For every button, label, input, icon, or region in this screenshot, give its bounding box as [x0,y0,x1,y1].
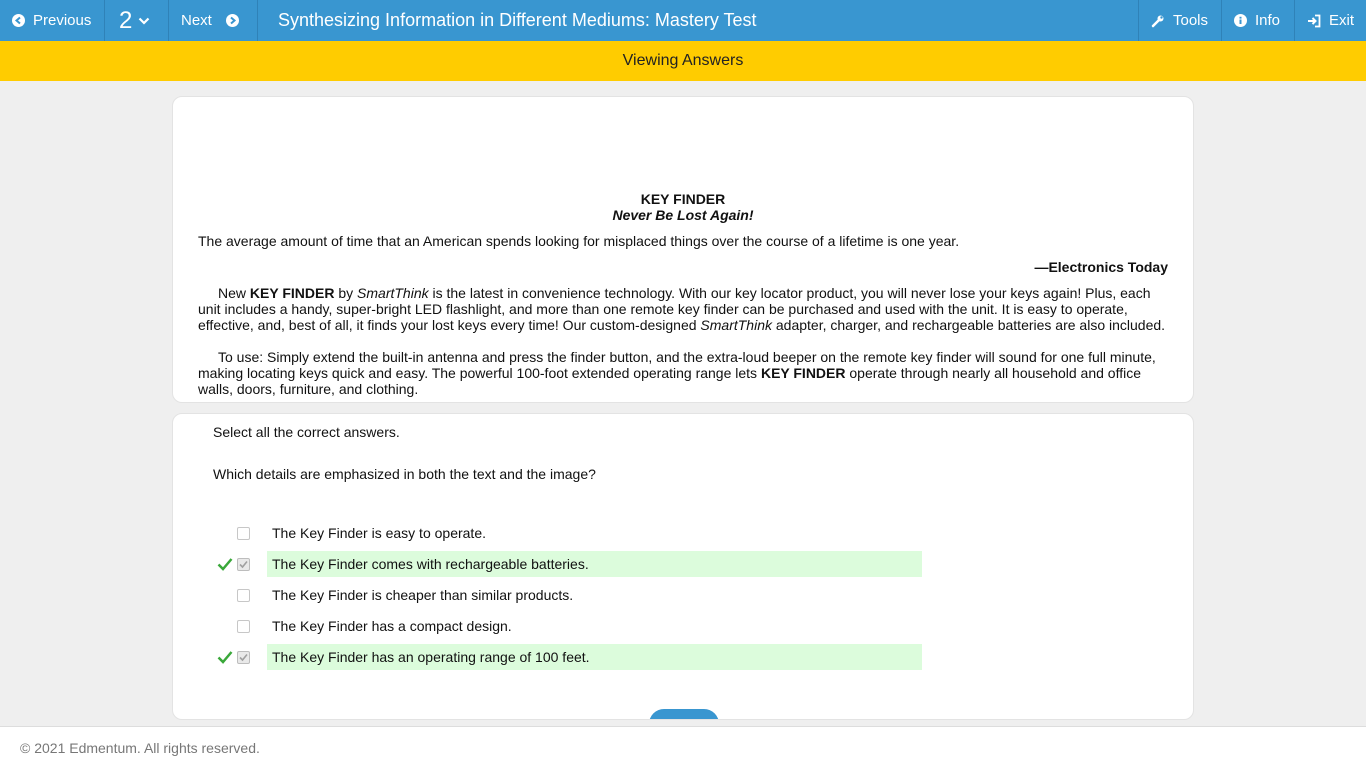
option-4-checkbox[interactable] [237,620,250,633]
question-number: 2 [119,6,133,34]
copyright-text: © 2021 Edmentum. All rights reserved. [20,739,260,756]
tools-button[interactable] [1138,0,1221,41]
passage-heading: KEY FINDER [640,191,726,207]
previous-label: Previous [33,12,92,29]
question-prompt: Which details are emphasized in both the text and the image? [213,466,596,482]
tools-label: Tools [1173,12,1209,29]
info-label: Info [1255,12,1281,29]
footer [0,726,1366,768]
info-button[interactable] [1221,0,1294,41]
sign-out-icon [1307,14,1321,28]
correct-check-icon [217,650,233,664]
answer-option-label: The Key Finder is easy to operate. [272,525,486,541]
next-button[interactable] [169,0,258,41]
question-number-dropdown[interactable] [105,0,169,41]
wrench-icon [1151,14,1165,28]
answer-option-label: The Key Finder has a compact design. [272,618,512,634]
correct-check-icon [217,557,233,571]
answer-option-1[interactable] [267,520,922,546]
viewing-answers-banner [0,41,1366,81]
question-panel [172,413,1194,720]
answer-option-4[interactable] [267,613,922,639]
option-3-checkbox[interactable] [237,589,250,602]
answer-option-2[interactable] [267,551,922,577]
passage-tagline: Never Be Lost Again! [612,207,754,223]
chevron-down-icon [138,16,150,26]
arrow-right-icon [226,14,239,27]
next-label: Next [181,12,212,29]
banner-text: Viewing Answers [622,52,744,69]
option-2-checkbox[interactable] [237,558,250,571]
option-5-checkbox[interactable] [237,651,250,664]
passage-attribution: —Electronics Today [1034,259,1168,275]
answer-option-label: The Key Finder has an operating range of 100 feet. [272,649,590,665]
page-title: Synthesizing Information in Different Mediums: Mastery Test [278,10,757,30]
answer-option-5[interactable] [267,644,922,670]
info-icon [1234,14,1247,27]
answer-option-3[interactable] [267,582,922,608]
passage-quote: The average amount of time that an American spends looking for misplaced things over the course of a lifetime is one year. [198,233,960,249]
previous-button[interactable] [0,0,105,41]
top-toolbar [0,0,1366,41]
answer-option-label: The Key Finder comes with rechargeable batteries. [272,556,589,572]
next-question-button[interactable] [649,709,719,720]
passage-paragraph-1: New KEY FINDER by SmartThink is the latest in convenience technology. With our key locator product, you will never lose your keys again! Plus, each unit includes a handy, super-bright LED flashlight, and more than one remote key finder can be purchased and used with the unit. It is easy to operate, effective, and, best of all, it finds your lost keys every time! Our custom-designed SmartThink adapter, charger, and rechargeable batteries are also included. [198,285,1166,333]
option-1-checkbox[interactable] [237,527,250,540]
answer-option-label: The Key Finder is cheaper than similar products. [272,587,574,603]
question-instruction: Select all the correct answers. [213,424,400,440]
arrow-left-icon [12,14,25,27]
passage-paragraph-2: To use: Simply extend the built-in antenna and press the finder button, and the extra-loud beeper on the remote key finder will sound for one full minute, making locating keys quick and easy. The powerful 100-foot extended operating range lets KEY FINDER operate through nearly all household and office walls, doors, furniture, and clothing. [198,349,1156,397]
passage-panel [172,96,1194,403]
exit-button[interactable] [1294,0,1366,41]
exit-label: Exit [1328,12,1354,29]
